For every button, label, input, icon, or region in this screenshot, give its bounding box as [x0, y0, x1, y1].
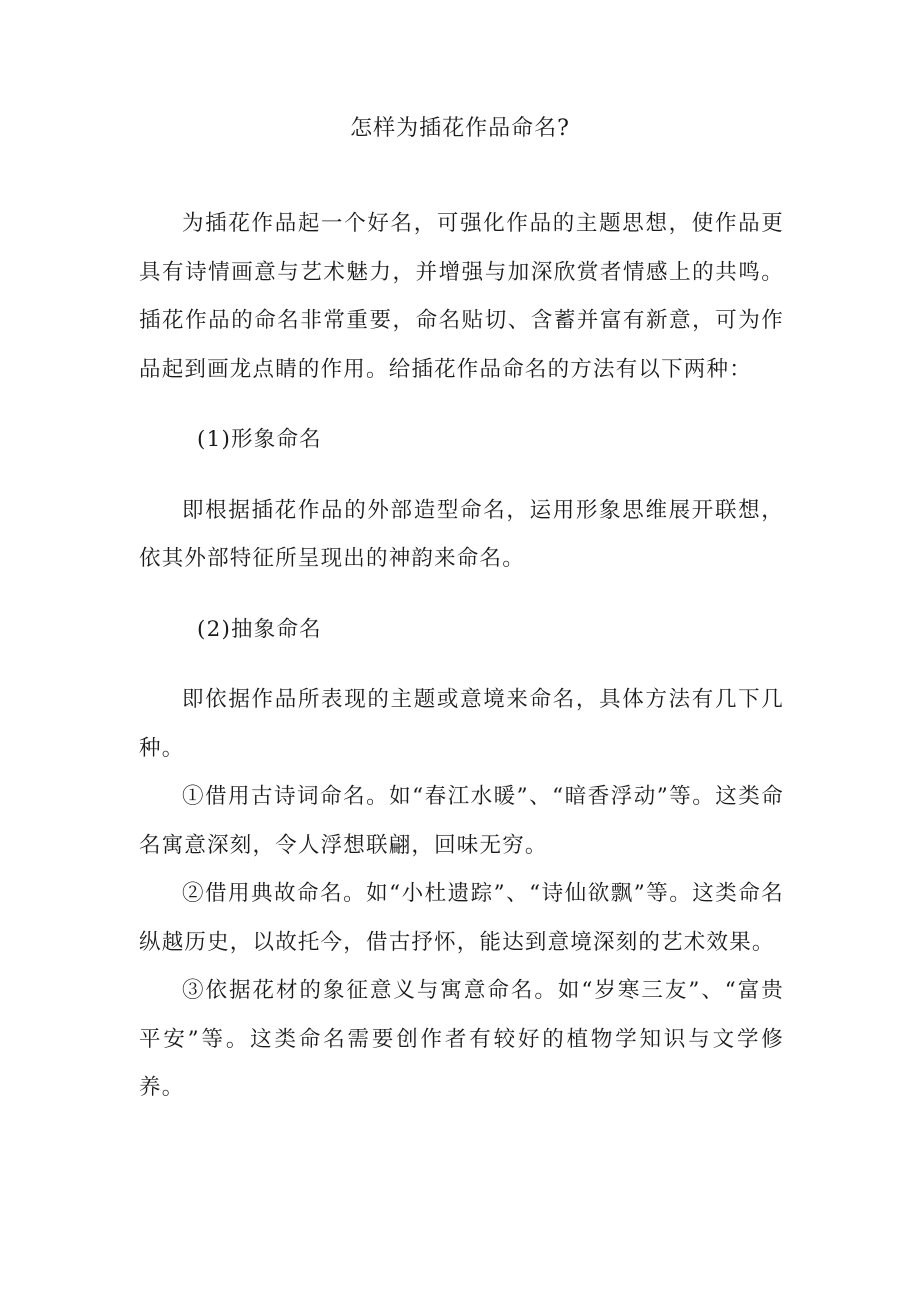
- page-title: 怎样为插花作品命名?: [350, 116, 570, 141]
- list-item: ①借用古诗词命名。如“春江水暖”、“暗香浮动”等。这类命名寓意深刻，令人浮想联翩，回味无穷。: [139, 784, 784, 858]
- section-heading-abstract-naming: (2)抽象命名: [197, 616, 322, 642]
- list-item: ②借用典故命名。如“小杜遗踪”、“诗仙欲飘”等。这类命名纵越历史，以故托今，借古抒怀，能达到意境深刻的艺术效果。: [139, 881, 784, 955]
- intro-paragraph: 为插花作品起一个好名，可强化作品的主题思想，使作品更具有诗情画意与艺术魅力，并增强与加深欣赏者情感上的共鸣。插花作品的命名非常重要，命名贴切、含蓄并富有新意，可为作品起到画龙点睛的作用。给插花作品命名的方法有以下两种：: [139, 211, 784, 382]
- document-body: [139, 200, 784, 1113]
- section-heading-image-naming: (1)形象命名: [197, 427, 322, 452]
- section-body-abstract-naming: 即依据作品所表现的主题或意境来命名，具体方法有几下几种。: [139, 687, 784, 761]
- list-item: ③依据花材的象征意义与寓意命名。如“岁寒三友”、“富贵平安”等。这类命名需要创作者有较好的植物学知识与文学修养。: [139, 978, 784, 1100]
- section-body-image-naming: 即根据插花作品的外部造型命名，运用形象思维展开联想，依其外部特征所呈现出的神韵来命名。: [139, 497, 784, 571]
